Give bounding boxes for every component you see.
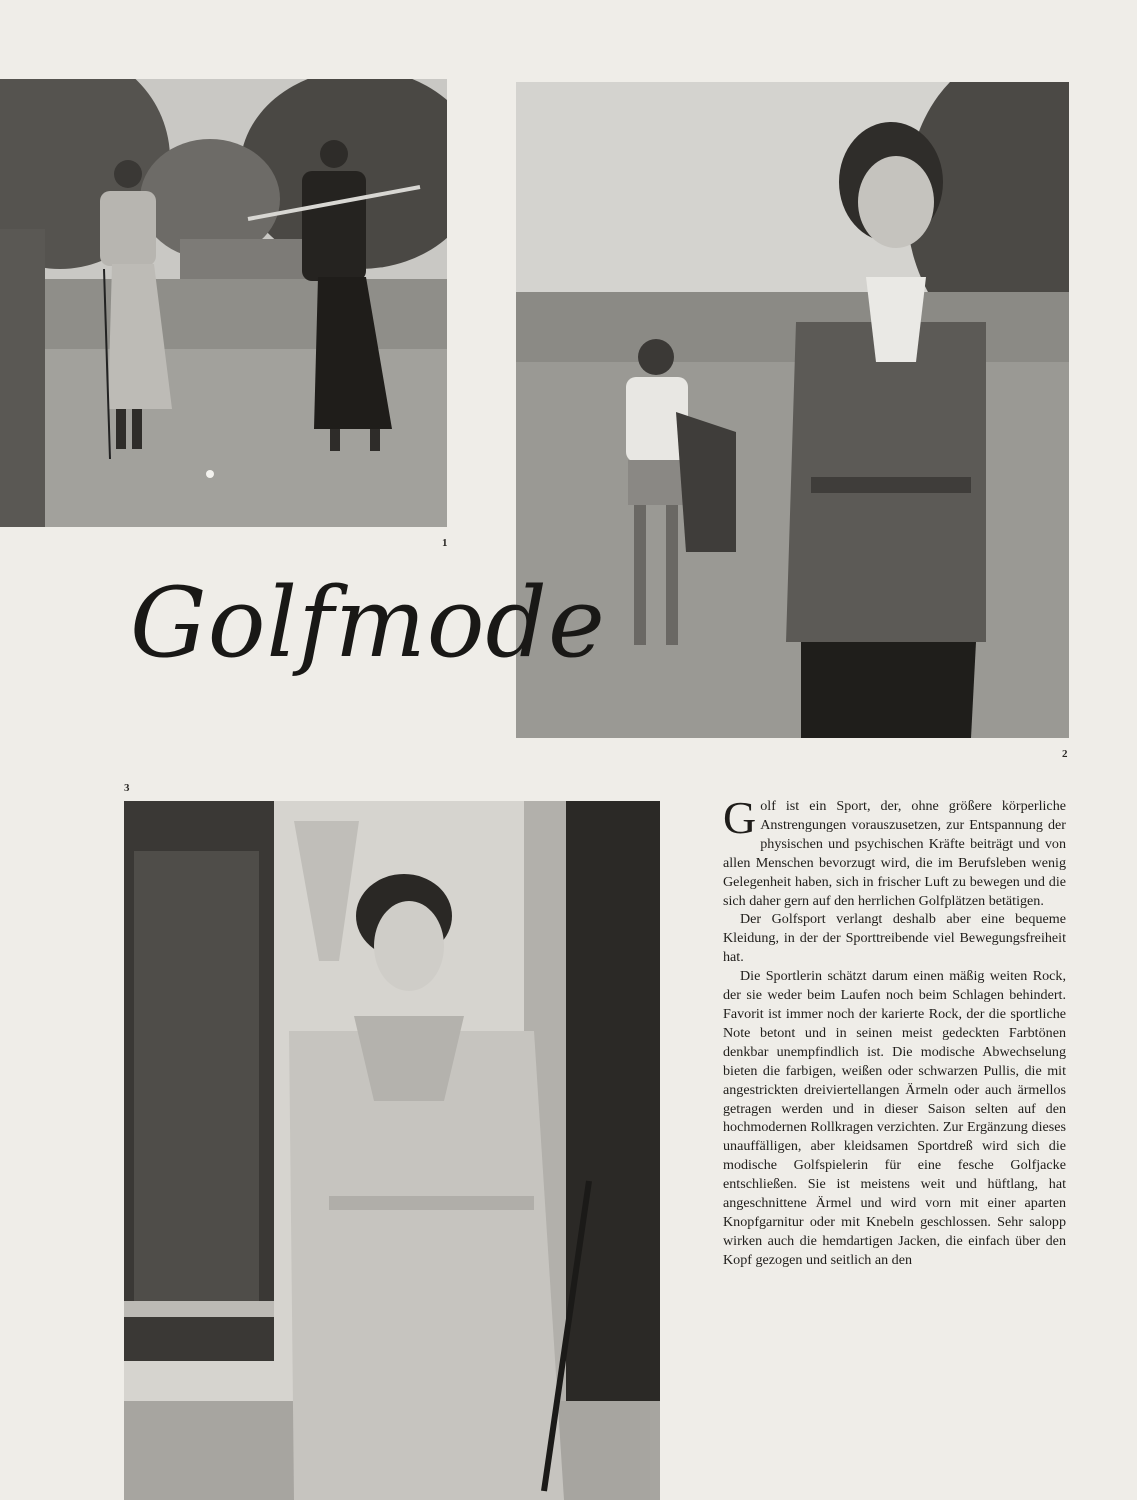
page-title: Golfmode bbox=[130, 567, 606, 679]
article-paragraph-1-text: olf ist ein Sport, der, ohne größere körperliche Anstrengungen vorauszusetzen, zur Entspannung der physischen und psychischen Kräfte beiträgt und von allen Menschen bevorzugt wird, die im Berufsleben wenig Gelegenheit haben, sich in frischer Luft zu bewegen und die sich daher gern auf den herrlichen Golfplätzen betätigen. bbox=[723, 798, 1066, 909]
figure-number-2: 2 bbox=[1062, 748, 1068, 760]
photo-golf-couple-image bbox=[0, 79, 447, 527]
photo-golf-coat-image bbox=[124, 801, 660, 1500]
article-paragraph-2: Der Golfsport verlangt deshalb aber eine bequeme Kleidung, in der der Sporttreibende viel Bewegungsfreiheit hat. bbox=[723, 911, 1066, 966]
article-paragraph-1 bbox=[723, 792, 1066, 910]
photo-golf-couple bbox=[0, 79, 447, 527]
figure-number-1: 1 bbox=[442, 537, 448, 549]
drop-cap: G bbox=[723, 792, 757, 843]
photo-golf-coat bbox=[124, 801, 660, 1500]
figure-number-3: 3 bbox=[124, 782, 130, 794]
article-body bbox=[723, 792, 1066, 1270]
article-paragraph-3: Die Sportlerin schätzt darum einen mäßig weiten Rock, der sie weder beim Laufen noch beim Schlagen behindert. Favorit ist immer noch der karierte Rock, der die sportliche Note betont und in seinen meist gedeckten Farbtönen denkbar unempfindlich ist. Die modische Abwechselung bieten die farbigen, weißen oder schwarzen Pullis, die mit angestrickten dreiviertellangen Ärmeln oder auch ärmellos getragen werden und in dieser Saison selten auf den hochmodernen Rollkragen verzichten. Zur Ergänzung dieses unauffälligen, aber kleidsamen Sportdreß wird sich die modische Golfspielerin für eine fesche Golfjacke entschließen. Sie ist meistens weit und hüftlang, hat angeschnittene Ärmel und wird vorn mit einer aparten Knopfgarnitur oder mit Knebeln geschlossen. Sehr salopp wirken auch die hemdartigen Jacken, die einfach über den Kopf gezogen und seitlich an den bbox=[723, 968, 1066, 1268]
